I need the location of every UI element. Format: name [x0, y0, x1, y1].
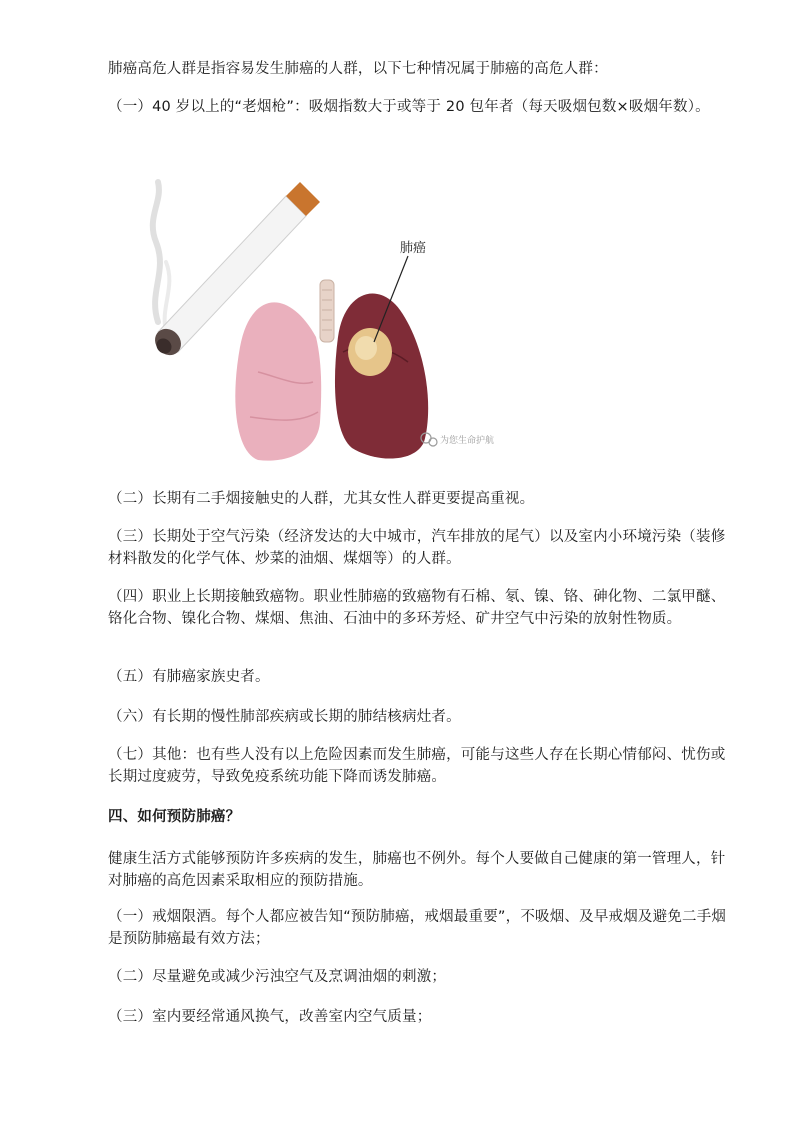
- risk-item-5: （五）有肺癌家族史者。: [108, 669, 270, 685]
- smoke-icon: [153, 182, 170, 332]
- figure-label: 肺癌: [400, 241, 427, 256]
- risk-item-2: （二）长期有二手烟接触史的人群，尤其女性人群更要提高重视。: [108, 491, 535, 507]
- risk-item-3: （三）长期处于空气污染（经济发达的大中城市，汽车排放的尾气）以及室内小环境污染（装修材料散发的化学气体、炒菜的油烟、煤烟等）的人群。: [108, 529, 726, 567]
- risk-item-7: （七）其他：也有些人没有以上危险因素而发生肺癌，可能与这些人存在长期心情郁闷、忧伤或长期过度疲劳，导致免疫系统功能下降而诱发肺癌。: [108, 747, 726, 785]
- section-heading: 四、如何预防肺癌？: [108, 809, 241, 825]
- prevention-item-2: （二）尽量避免或减少污浊空气及烹调油烟的刺激；: [108, 969, 447, 985]
- prevention-item-1: （一）戒烟限酒。每个人都应被告知“预防肺癌，戒烟最重要”，不吸烟、及早戒烟及避免二手烟是预防肺癌最有效方法；: [108, 909, 727, 947]
- lung-cancer-illustration: [138, 172, 518, 462]
- prevention-intro: 健康生活方式能够预防许多疾病的发生，肺癌也不例外。每个人要做自己健康的第一管理人，针对肺癌的高危因素采取相应的预防措施。: [108, 851, 726, 889]
- figure-watermark: 为您生命护航: [440, 436, 495, 446]
- risk-item-6: （六）有长期的慢性肺部疾病或长期的肺结核病灶者。: [108, 709, 461, 725]
- risk-item-1: （一）40 岁以上的“老烟枪”：吸烟指数大于或等于 20 包年者（每天吸烟包数×吸烟年数）。: [108, 99, 710, 115]
- risk-item-4: （四）职业上长期接触致癌物。职业性肺癌的致癌物有石棉、氡、镍、铬、砷化物、二氯甲醚、铬化合物、镍化合物、煤烟、焦油、石油中的多环芳烃、矿井空气中污染的放射性物质。: [108, 589, 726, 627]
- prevention-item-3: （三）室内要经常通风换气，改善室内空气质量；: [108, 1009, 432, 1025]
- intro-paragraph: 肺癌高危人群是指容易发生肺癌的人群，以下七种情况属于肺癌的高危人群：: [108, 61, 608, 77]
- lungs-icon: [235, 256, 428, 461]
